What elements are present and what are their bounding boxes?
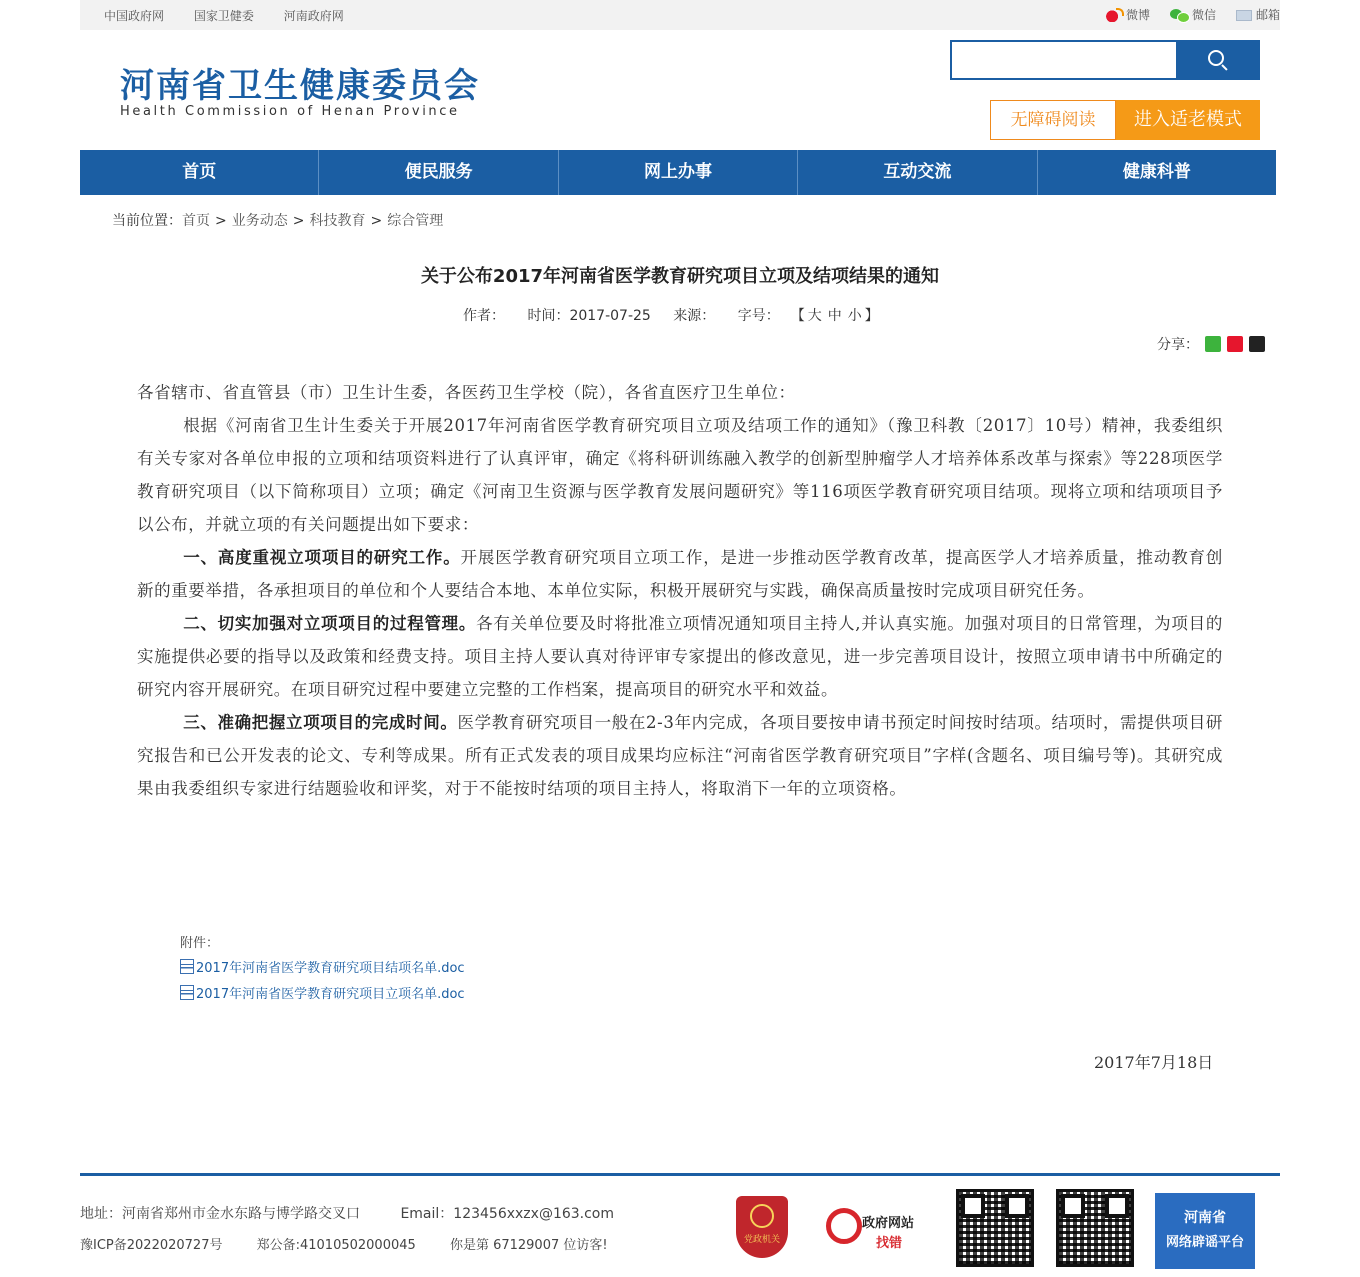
attachments — [180, 932, 465, 1009]
attachment-name-2[interactable]: 2017年河南省医学教育研究项目立项名单.doc — [196, 987, 465, 1002]
nav-services[interactable]: 便民服务 — [319, 150, 558, 195]
weibo-icon — [1104, 8, 1122, 22]
main-nav — [80, 150, 1276, 195]
rumor-title: 河南省 — [1184, 1210, 1226, 1226]
qr-code-icon — [1056, 1189, 1134, 1267]
point-paragraph-3 — [137, 706, 1223, 805]
mail-icon — [1236, 10, 1252, 21]
meta-time: 时间：2017-07-25 — [527, 308, 651, 324]
wechat-icon — [1170, 8, 1188, 22]
point-paragraph-1 — [137, 541, 1223, 607]
share-label: 分享： — [1157, 337, 1199, 353]
mail-link[interactable] — [1236, 6, 1280, 23]
breadcrumb — [112, 210, 443, 230]
footer-records — [80, 1234, 638, 1253]
rumor-platform-badge[interactable] — [1155, 1193, 1255, 1269]
search-box — [950, 40, 1260, 80]
footer-address: 地址：河南省郑州市金水东路与博学路交叉口 — [80, 1206, 360, 1222]
doc-icon — [180, 985, 194, 1000]
article-meta — [463, 305, 897, 325]
footer-icp[interactable]: 豫ICP备2022020727号 — [80, 1238, 223, 1253]
font-size-large[interactable]: 大 — [807, 308, 822, 324]
nav-interaction[interactable]: 互动交流 — [798, 150, 1037, 195]
wechat-link[interactable] — [1170, 6, 1216, 23]
footer-contact — [80, 1203, 650, 1223]
site-title[interactable]: 河南省卫生健康委员会 — [120, 66, 480, 106]
breadcrumb-label: 当前位置： — [112, 213, 182, 229]
attachment-link-1[interactable] — [180, 957, 465, 976]
search-input[interactable] — [952, 42, 1176, 78]
meta-source: 来源： — [673, 308, 716, 324]
magnifier-icon — [826, 1208, 862, 1244]
point-text-3: 医学教育研究项目一般在2-3年内完成，各项目要按申请书预定时间按时结项。结项时，需提供项目研究报告和已公开发表的论文、专利等成果。所有正式发表的项目成果均应标注“河南省医学教育研究项目”字样(含题名、项目编号等)。其研究成果由我委组织专家进行结题验收和评奖，对于不能按时结项的项目主持人，将取消下一年的立项资格。 — [137, 713, 1223, 798]
rumor-subtitle: 网络辟谣平台 — [1165, 1235, 1244, 1250]
doc-icon — [180, 959, 194, 974]
share-wechat-icon[interactable] — [1205, 336, 1221, 352]
gov-site-error-badge[interactable] — [826, 1204, 926, 1250]
attachment-link-2[interactable] — [180, 983, 465, 1002]
top-link-gov[interactable]: 中国政府网 — [104, 9, 165, 23]
party-organ-badge[interactable] — [736, 1196, 788, 1258]
point-text-1: 开展医学教育研究项目立项工作，是进一步推动医学教育改革，提高医学人才培养质量，推动教育创新的重要举措，各承担项目的单位和个人要结合本地、本单位实际，积极开展研究与实践，确保高质量按时完成项目研究任务。 — [137, 548, 1223, 600]
qr-code-icon — [956, 1189, 1034, 1267]
breadcrumb-separator: > — [292, 213, 305, 229]
meta-author: 作者： — [463, 308, 505, 324]
top-links — [104, 7, 370, 24]
top-bar — [80, 0, 1280, 30]
top-link-henan[interactable]: 河南政府网 — [283, 9, 344, 23]
intro-paragraph: 根据《河南省卫生计生委关于开展2017年河南省医学教育研究项目立项及结项工作的通知》（豫卫科教〔2017〕10号）精神，我委组织有关专家对各单位申报的立项和结项资料进行了认真评审，确定《将科研训练融入教学的创新型肿瘤学人才培养体系改革与探索》等228项医学教育研究项目（以下简称项目）立项；确定《河南卫生资源与医学教育发展问题研究》等116项医学教育研究项目结项。现将立项和结项项目予以公布，并就立项的有关问题提出如下要求： — [137, 416, 1223, 534]
gov-site-label: 政府网站 — [862, 1216, 915, 1231]
share-bar — [1157, 334, 1265, 354]
elder-mode-button[interactable]: 进入适老模式 — [1116, 100, 1260, 140]
site-title-english: Health Commission of Henan Province — [120, 104, 460, 119]
find-error-label: 找错 — [876, 1236, 903, 1251]
share-weibo-icon[interactable] — [1227, 336, 1243, 352]
footer-police[interactable]: 郑公备:41010502000045 — [256, 1238, 416, 1253]
point-heading-2: 二、切实加强对立项项目的过程管理。 — [183, 614, 477, 633]
font-size-label: 字号： — [737, 308, 780, 324]
point-heading-3: 三、准确把握立项项目的完成时间。 — [183, 713, 458, 732]
nav-online[interactable]: 网上办事 — [559, 150, 798, 195]
font-size-medium[interactable]: 中 — [827, 308, 842, 324]
breadcrumb-admin[interactable]: 综合管理 — [387, 213, 444, 229]
breadcrumb-separator: > — [215, 213, 227, 229]
social-links — [1104, 6, 1280, 23]
footer-email: Email：123456xxzx@163.com — [400, 1206, 615, 1222]
attachment-name-1[interactable]: 2017年河南省医学教育研究项目结项名单.doc — [196, 961, 465, 976]
weibo-label: 微博 — [1125, 8, 1150, 22]
point-paragraph-2 — [137, 607, 1223, 706]
font-size-small[interactable]: 小 — [847, 308, 862, 324]
breadcrumb-separator: > — [370, 213, 383, 229]
top-link-nhc[interactable]: 国家卫健委 — [193, 9, 254, 23]
search-button[interactable] — [1176, 42, 1258, 78]
share-qq-icon[interactable] — [1249, 336, 1265, 352]
weibo-link[interactable] — [1104, 6, 1150, 23]
breadcrumb-science[interactable]: 科技教育 — [309, 213, 366, 229]
point-heading-1: 一、高度重视立项项目的研究工作。 — [183, 548, 461, 567]
party-badge-label: 党政机关 — [743, 1235, 780, 1245]
footer-divider — [80, 1173, 1280, 1176]
wechat-label: 微信 — [1191, 8, 1216, 22]
breadcrumb-business[interactable]: 业务动态 — [231, 213, 288, 229]
attachment-label: 附件： — [180, 936, 220, 951]
article-body — [137, 376, 1223, 805]
article-date: 2017年7月18日 — [1094, 1053, 1214, 1072]
nav-home[interactable]: 首页 — [80, 150, 319, 195]
party-emblem-icon — [750, 1204, 774, 1228]
breadcrumb-home[interactable]: 首页 — [182, 213, 210, 229]
point-text-2: 各有关单位要及时将批准立项情况通知项目主持人,并认真实施。加强对项目的日常管理，为项目的实施提供必要的指导以及政策和经费支持。项目主持人要认真对待评审专家提出的修改意见，进一步完善项目设计，按照立项申请书中所确定的研究内容开展研究。在项目研究过程中要建立完整的工作档案，提高项目的研究水平和效益。 — [137, 614, 1223, 699]
article-title: 关于公布2017年河南省医学教育研究项目立项及结项结果的通知 — [420, 266, 940, 287]
font-size-switch: 字号： 【 大 中 小 】 — [737, 308, 879, 324]
nav-health[interactable]: 健康科普 — [1122, 162, 1191, 182]
search-icon-handle — [1221, 64, 1227, 70]
salutation: 各省辖市、省直管县（市）卫生计生委，各医药卫生学校（院），各省直医疗卫生单位： — [137, 383, 796, 402]
mail-label: 邮箱 — [1255, 8, 1280, 22]
footer-visitors: 你是第 67129007 位访客! — [449, 1238, 608, 1253]
accessibility-button[interactable]: 无障碍阅读 — [990, 100, 1116, 140]
